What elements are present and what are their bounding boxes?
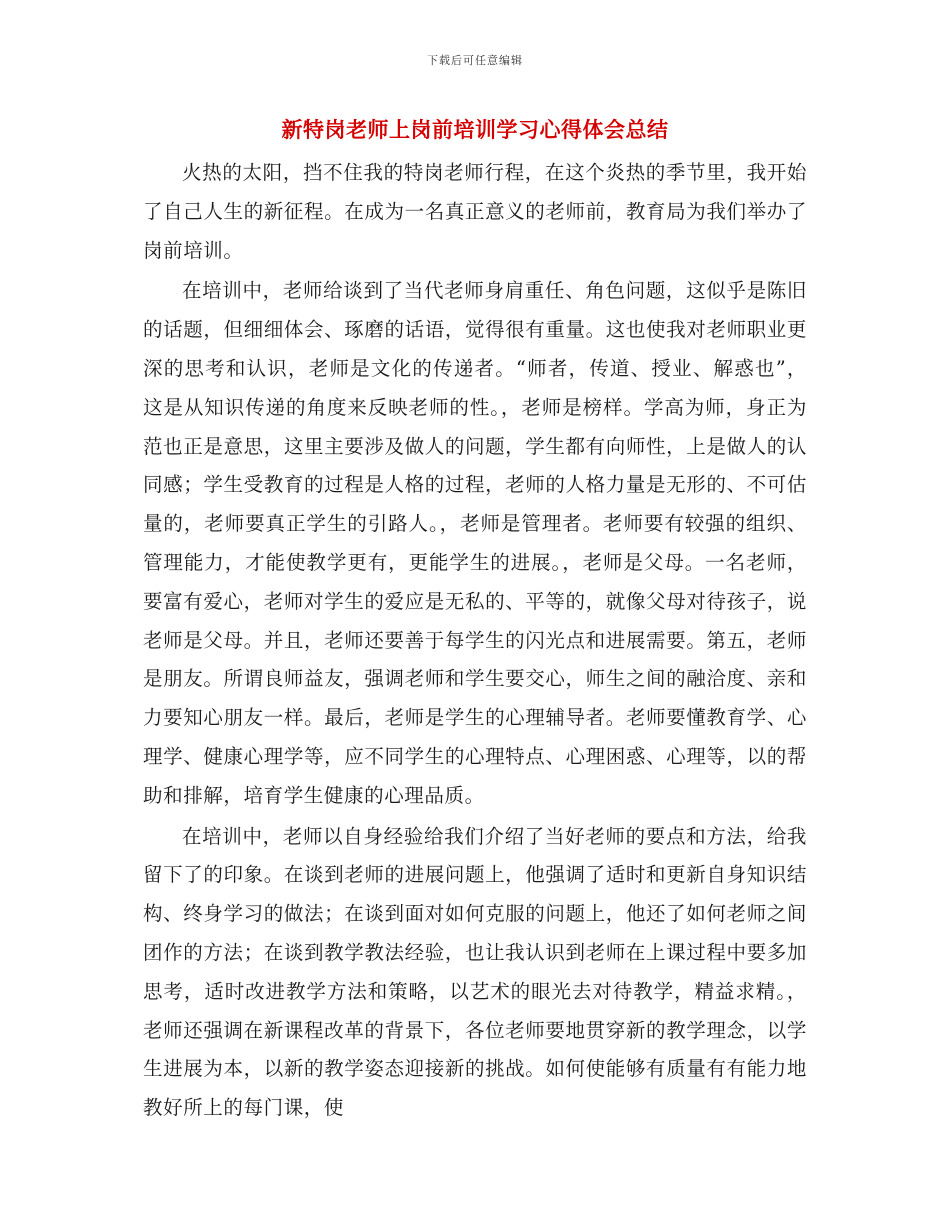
paragraph: 火热的太阳，挡不住我的特岗老师行程，在这个炎热的季节里，我开始了自己人生的新征程。在成为一名真正意义的老师前，教育局为我们举办了岗前培训。 <box>143 161 807 262</box>
document-title: 新特岗老师上岗前培训学习心得体会总结 <box>281 118 669 142</box>
document-body <box>143 154 807 1130</box>
header-note: 下载后可任意编辑 <box>427 54 523 67</box>
paragraph: 在培训中，老师以自身经验给我们介绍了当好老师的要点和方法，给我留下了的印象。在谈到老师的进展问题上，他强调了适时和更新自身知识结构、终身学习的做法；在谈到面对如何克服的问题上，他还了如何老师之间团作的方法；在谈到教学教法经验，也让我认识到老师在上课过程中要多加思考，适时改进教学方法和策略，以艺术的眼光去对待教学，精益求精。，老师还强调在新课程改革的背景下，各位老师要地贯穿新的教学理念，以学生进展为本，以新的教学姿态迎接新的挑战。如何使能够有质量有有能力地教好所上的每门课，使 <box>143 824 807 1120</box>
paragraph: 在培训中，老师给谈到了当代老师身肩重任、角色问题，这似乎是陈旧的话题，但细细体会、琢磨的话语，觉得很有重量。这也使我对老师职业更深的思考和认识，老师是文化的传递者。“师者，传道、授业、解惑也”，这是从知识传递的角度来反映老师的性。，老师是榜样。学高为师，身正为范也正是意思，这里主要涉及做人的问题，学生都有向师性，上是做人的认同感；学生受教育的过程是人格的过程，老师的人格力量是无形的、不可估量的，老师要真正学生的引路人。，老师是管理者。老师要有较强的组织、管理能力，才能使教学更有，更能学生的进展。，老师是父母。一名老师，要富有爱心，老师对学生的爱应是无私的、平等的，就像父母对待孩子，说老师是父母。并且，老师还要善于每学生的闪光点和进展需要。第五，老师是朋友。所谓良师益友，强调老师和学生要交心，师生之间的融洽度、亲和力要知心朋友一样。最后，老师是学生的心理辅导者。老师要懂教育学、心理学、健康心理学等，应不同学生的心理特点、心理困惑、心理等，以的帮助和排解，培育学生健康的心理品质。 <box>143 279 807 807</box>
